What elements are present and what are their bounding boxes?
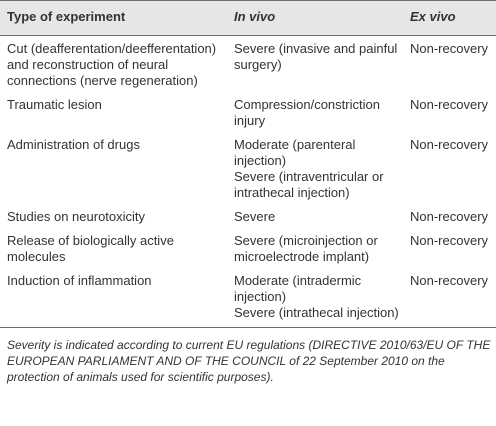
cell-type bbox=[0, 269, 232, 328]
cell-text: Severe (microinjection or bbox=[234, 233, 378, 248]
cell-text: intrathecal injection) bbox=[234, 185, 350, 200]
cell-text: connections (nerve regeneration) bbox=[7, 73, 198, 88]
cell-text: Induction of inflammation bbox=[7, 273, 152, 288]
cell-type bbox=[0, 133, 232, 205]
cell-text: Moderate (intradermic bbox=[234, 273, 362, 288]
header-in-vivo: In vivo bbox=[232, 1, 408, 36]
cell-in-vivo bbox=[232, 93, 408, 133]
cell-type bbox=[0, 93, 232, 133]
cell-text: molecules bbox=[7, 249, 66, 264]
cell-text: Non-recovery bbox=[410, 233, 489, 248]
cell-text: Studies on neurotoxicity bbox=[7, 209, 146, 224]
cell-in-vivo bbox=[232, 205, 408, 229]
cell-text: surgery) bbox=[234, 57, 282, 72]
table-row bbox=[0, 205, 496, 229]
cell-text: Severe (intraventricular or bbox=[234, 169, 384, 184]
table-row bbox=[0, 229, 496, 269]
cell-text: injury bbox=[234, 113, 266, 128]
cell-text: Non-recovery bbox=[410, 41, 489, 56]
cell-text: Non-recovery bbox=[410, 209, 489, 224]
cell-in-vivo bbox=[232, 133, 408, 205]
cell-text: Moderate (parenteral bbox=[234, 137, 356, 152]
cell-ex-vivo bbox=[408, 93, 496, 133]
cell-type bbox=[0, 229, 232, 269]
cell-in-vivo bbox=[232, 269, 408, 328]
cell-text: Non-recovery bbox=[410, 273, 489, 288]
cell-text: Release of biologically active bbox=[7, 233, 174, 248]
cell-text: Traumatic lesion bbox=[7, 97, 102, 112]
cell-type bbox=[0, 205, 232, 229]
cell-ex-vivo bbox=[408, 133, 496, 205]
cell-text: Non-recovery bbox=[410, 137, 489, 152]
table-header bbox=[0, 1, 496, 36]
cell-text: Severe (intrathecal injection) bbox=[234, 305, 399, 320]
cell-ex-vivo bbox=[408, 205, 496, 229]
cell-ex-vivo bbox=[408, 269, 496, 328]
cell-in-vivo bbox=[232, 229, 408, 269]
table-row bbox=[0, 269, 496, 328]
cell-in-vivo bbox=[232, 36, 408, 94]
cell-text: Compression/constriction bbox=[234, 97, 380, 112]
table-row bbox=[0, 133, 496, 205]
cell-text: and reconstruction of neural bbox=[7, 57, 169, 72]
cell-text: Administration of drugs bbox=[7, 137, 140, 152]
table-row bbox=[0, 36, 496, 94]
cell-ex-vivo bbox=[408, 36, 496, 94]
table-footnote: Severity is indicated according to current EU regulations (DIRECTIVE 2010/63/EU OF THE EUROPEAN PARLIAMENT AND OF THE COUNCIL of 22 September 2010 on the protection of animals used for scientific purposes). bbox=[7, 338, 491, 384]
cell-type bbox=[0, 36, 232, 94]
table-body bbox=[0, 36, 496, 328]
cell-ex-vivo bbox=[408, 229, 496, 269]
cell-text: injection) bbox=[234, 289, 287, 304]
table-row bbox=[0, 93, 496, 133]
cell-text: Severe (invasive and painful bbox=[234, 41, 398, 56]
cell-text: Non-recovery bbox=[410, 97, 489, 112]
cell-text: Severe bbox=[234, 209, 276, 224]
cell-text: injection) bbox=[234, 153, 287, 168]
header-row bbox=[0, 1, 496, 36]
header-ex-vivo: Ex vivo bbox=[408, 1, 496, 36]
cell-text: Cut (deafferentation/deefferentation) bbox=[7, 41, 217, 56]
header-type-of-experiment: Type of experiment bbox=[0, 1, 232, 36]
cell-text: microelectrode implant) bbox=[234, 249, 370, 264]
